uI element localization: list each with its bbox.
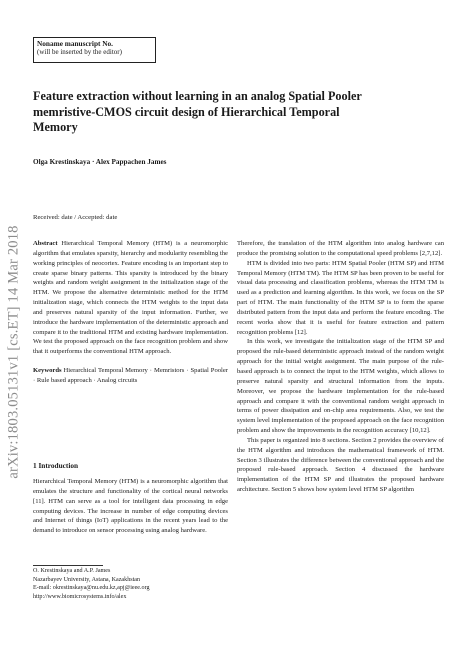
introduction-body	[33, 477, 228, 536]
manuscript-subtitle: (will be inserted by the editor)	[37, 48, 122, 56]
abstract-block	[33, 239, 228, 386]
right-column-text	[237, 239, 444, 495]
footnote-divider	[33, 565, 103, 566]
abstract-label: Abstract	[33, 240, 58, 247]
manuscript-notice-box	[33, 37, 156, 63]
body-paragraph: In this work, we investigate the initialization stage of the HTM SP and proposed the rule-based deterministic approach instead of the random weight approach for the initial weight assignment. The main purpose of the rule-based approach is to connect the input to the HTM weights, which allows to preserve natural sparsity and structural information from the inputs. Moreover, we propose the hardware implementation for the rule-based approach and compare it with the conventional random weight approach in terms of power dissipation and on-chip area requirements. Also, we test the system level implementation of the proposed approach on the face recognition problem and show the improvements in the recognition accuracy [10,12].	[237, 338, 444, 435]
paper-title-line: Memory	[33, 120, 78, 134]
abstract-text: Hierarchical Temporal Memory (HTM) is a neuromorphic algorithm that emulates sparsity, hierarchy and modularity resembling the working principles of neocortex. Feature encoding is an important step to create sparse binary patterns. This sparsity is introduced by the binary weights and random weight assignment in the initialization stage of the HTM. We propose the alternative deterministic method for the HTM initialization stage, which connects the HTM weights to the input data and preserves natural sparsity of the input information. Further, we introduce the hardware implementation of the deterministic approach and compare it to the traditional HTM and existing hardware implementation. We test the proposed approach on the face recognition problem and show that it outperforms the conventional HTM approach.	[33, 240, 228, 356]
arxiv-stamp-text: arXiv:1803.05131v1 [cs.ET] 14 Mar 2018	[5, 225, 22, 479]
body-paragraph: HTM is divided into two parts: HTM Spatial Pooler (HTM SP) and HTM Temporal Memory (HTM TM). The HTM SP has been proven to be useful for visual data processing and classification problems, whereas the HTM TM is used as a prediction and learning algorithm. In this work, we focus on the SP part of HTM. The main functionality of the HTM SP is to form the sparse distributed pattern from the input data and perform the feature encoding. The recent works show that it is useful for feature extraction and pattern recognition problems [12].	[237, 259, 444, 336]
arxiv-stamp	[0, 207, 28, 497]
footnote-line: Nazarbayev University, Astana, Kazakhstan	[33, 576, 141, 583]
footnote-email: E-mail: okrestinskaya@nu.edu.kz,apj@ieee.org	[33, 585, 150, 592]
author-footnote	[33, 567, 228, 601]
footnote-line: O. Krestinskaya and A.P. James	[33, 568, 111, 574]
paper-title	[33, 89, 443, 136]
body-paragraph: Therefore, the translation of the HTM algorithm into analog hardware can produce the promising solution to the computational speed problems [2,7,12].	[237, 240, 444, 257]
paper-title-line: memristive-CMOS circuit design of Hierarchical Temporal	[33, 104, 340, 119]
introduction-paragraph: Hierarchical Temporal Memory (HTM) is a neuromorphic algorithm that emulates the structure and functionality of the cortical neural networks [11]. HTM can serve as a tool for intelligent data processing in edge computing devices. The increase in number of edge computing devices and Internet of things (IoT) applications in the recent years lead to the demand to introduce on sensor processing using analog hardware.	[33, 478, 228, 535]
footnote-url: http://www.biomicrosystems.info/alex	[33, 593, 127, 600]
keywords-label: Keywords	[33, 367, 62, 375]
manuscript-title: Noname manuscript No.	[37, 39, 114, 48]
paper-authors: Olga Krestinskaya · Alex Pappachen James	[33, 158, 167, 166]
keywords-text: Hierarchical Temporal Memory · Memristors · Spatial Pooler · Rule based approach · Analog circuits	[33, 367, 228, 384]
received-date: Received: date / Accepted: date	[33, 214, 118, 221]
section-heading-introduction: 1 Introduction	[33, 461, 79, 470]
body-paragraph: This paper is organized into 8 sections. Section 2 provides the overview of the HTM algorithm and introduces the mathematical framework of HTM. Section 3 illustrates the difference between the conventional approach and the proposed rule-based approach. Section 4 discussed the hardware implementation of the HTM SP and illustrates the proposed hardware architecture. Section 5 shows how system level HTM SP algorithm	[237, 436, 444, 494]
paper-title-line: Feature extraction without learning in an analog Spatial Pooler	[33, 89, 362, 103]
